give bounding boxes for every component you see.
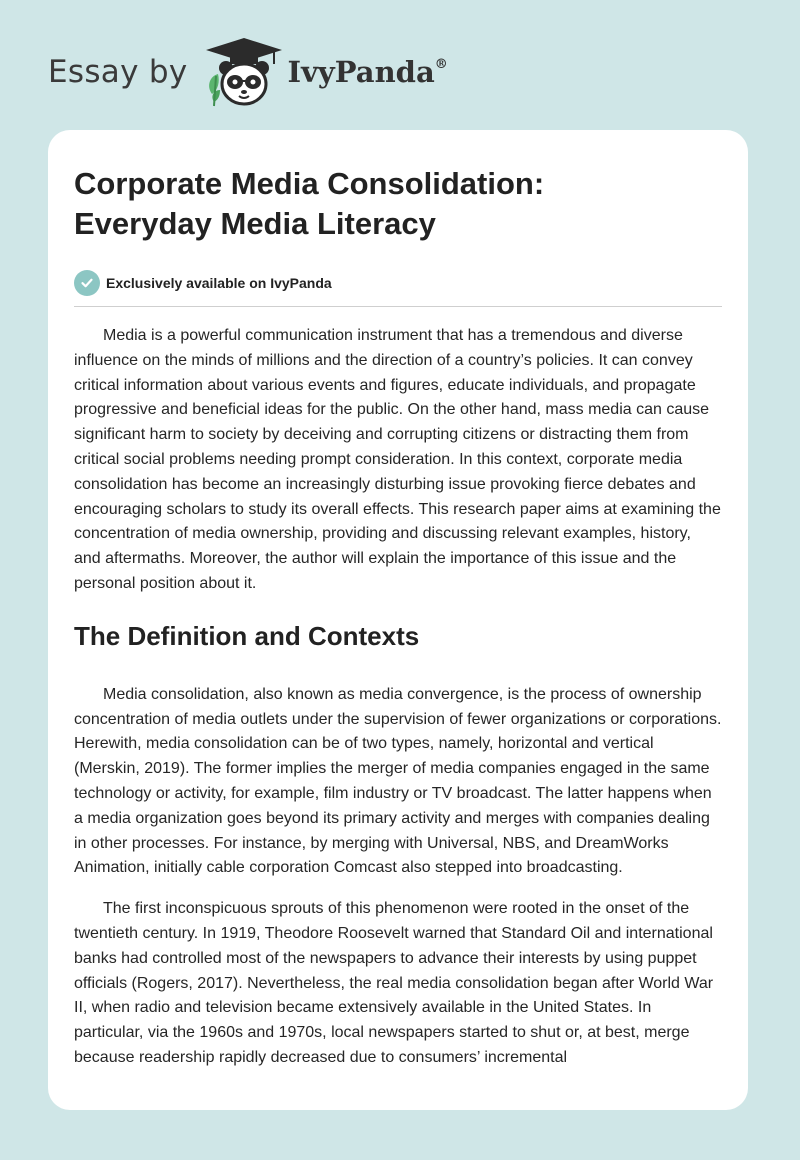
brand-name[interactable] xyxy=(288,55,448,89)
paragraph-history: The first inconspicuous sprouts of this phenomenon were rooted in the onset of the twentieth century. In 1919, Theodore Roosevelt warned that Standard Oil and international banks had controlled most of the newspapers to advance their interests by using puppet officials (Rogers, 2017). Nevertheless, the real media consolidation began after World War II, when radio and television became extensively available in the United States. In particular, via the 1960s and 1970s, local newspapers started to shut or, at best, merge because readership rapidly decreased due to consumers’ incremental xyxy=(74,900,714,1066)
paragraph-intro: Media is a powerful communication instrument that has a tremendous and diverse influence on the minds of millions and the direction of a country’s policies. It can convey critical information about various events and figures, educate individuals, and propagate progressive and beneficial ideas for the public. On the other hand, mass media can cause significant harm to society by deceiving and corrupting citizens or distracting them from critical social problems needing prompt consideration. In this context, corporate media consolidation has become an increasingly disturbing issue provoking fierce debates and encouraging scholars to study its overall effects. This research paper aims at examining the concentration of media ownership, providing and discussing relevant examples, history, and aftermaths. Moreover, the author will explain the importance of this issue and the personal position about it. xyxy=(74,327,721,592)
title-line-1: Corporate Media Consolidation: xyxy=(74,166,545,201)
section-heading: The Definition and Contexts xyxy=(74,620,420,651)
panda-logo-icon[interactable] xyxy=(202,36,286,108)
article-card xyxy=(48,130,748,1110)
brand-text: IvyPanda xyxy=(287,55,435,89)
article-title xyxy=(74,164,722,244)
site-header xyxy=(48,36,448,108)
title-line-2: Everyday Media Literacy xyxy=(74,206,436,241)
exclusive-badge xyxy=(74,270,722,296)
essay-by-label: Essay by xyxy=(48,54,188,90)
registered-mark: ® xyxy=(434,57,448,72)
check-circle-icon xyxy=(74,270,100,296)
divider xyxy=(74,306,722,307)
exclusive-label: Exclusively available on IvyPanda xyxy=(106,275,332,291)
paragraph-definition: Media consolidation, also known as media convergence, is the process of ownership concentration of media outlets under the supervision of fewer organizations or corporations. Herewith, media consolidation can be of two types, namely, horizontal and vertical (Merskin, 2019). The former implies the merger of media companies engaged in the same technology or activity, for example, film industry or TV broadcast. The latter happens when a media organization goes beyond its primary activity and merges with companies dealing in other processes. For instance, by merging with Universal, NBS, and DreamWorks Animation, initially cable corporation Comcast also stepped into broadcasting. xyxy=(74,685,722,877)
